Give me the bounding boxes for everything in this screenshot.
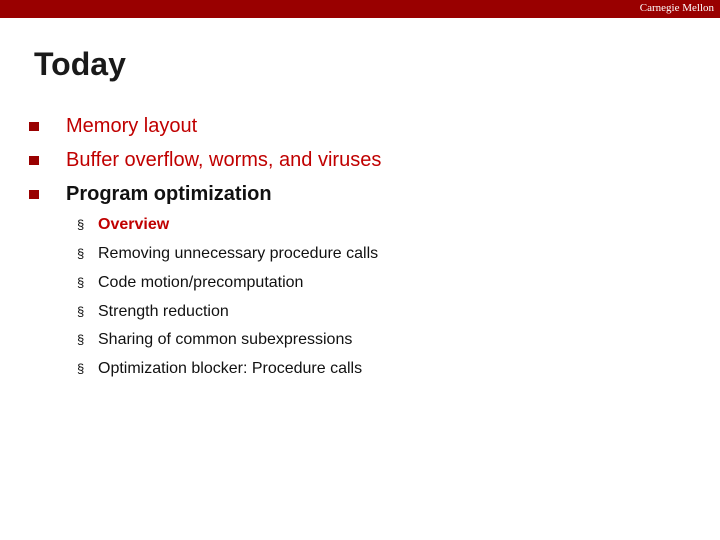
sub-item-optimization-blocker: [0, 358, 720, 380]
square-bullet-icon: [29, 156, 39, 165]
slide-title: Today: [34, 46, 126, 82]
sub-item-code-motion: [0, 272, 720, 294]
section-bullet-icon: §: [77, 246, 85, 261]
list-item-label: Program optimization: [66, 183, 272, 205]
list-item-program-optimization: [0, 180, 720, 208]
list-item-label: Memory layout: [66, 115, 198, 137]
sub-item-overview: [0, 214, 720, 236]
sub-item-label: Sharing of common subexpressions: [98, 331, 353, 348]
sub-item-label: Removing unnecessary procedure calls: [98, 245, 379, 262]
section-bullet-icon: §: [77, 332, 85, 347]
section-bullet-icon: §: [77, 304, 85, 319]
sub-item-strength-reduction: [0, 301, 720, 323]
brand-label: Carnegie Mellon: [639, 2, 714, 14]
sub-item-label: Optimization blocker: Procedure calls: [98, 360, 363, 377]
square-bullet-icon: [29, 190, 39, 199]
list-item-memory-layout: [0, 112, 720, 140]
list-item-label: Buffer overflow, worms, and viruses: [66, 149, 382, 171]
sub-item-label: Overview: [98, 216, 170, 233]
brand-bar: [0, 0, 720, 18]
list-item-buffer-overflow: [0, 146, 720, 174]
square-bullet-icon: [29, 122, 39, 131]
sub-item-label: Code motion/precomputation: [98, 274, 304, 291]
sub-item-common-subexpressions: [0, 329, 720, 351]
sub-item-removing-calls: [0, 243, 720, 265]
sub-item-label: Strength reduction: [98, 303, 229, 320]
section-bullet-icon: §: [77, 275, 85, 290]
section-bullet-icon: §: [77, 361, 85, 376]
section-bullet-icon: §: [77, 217, 85, 232]
